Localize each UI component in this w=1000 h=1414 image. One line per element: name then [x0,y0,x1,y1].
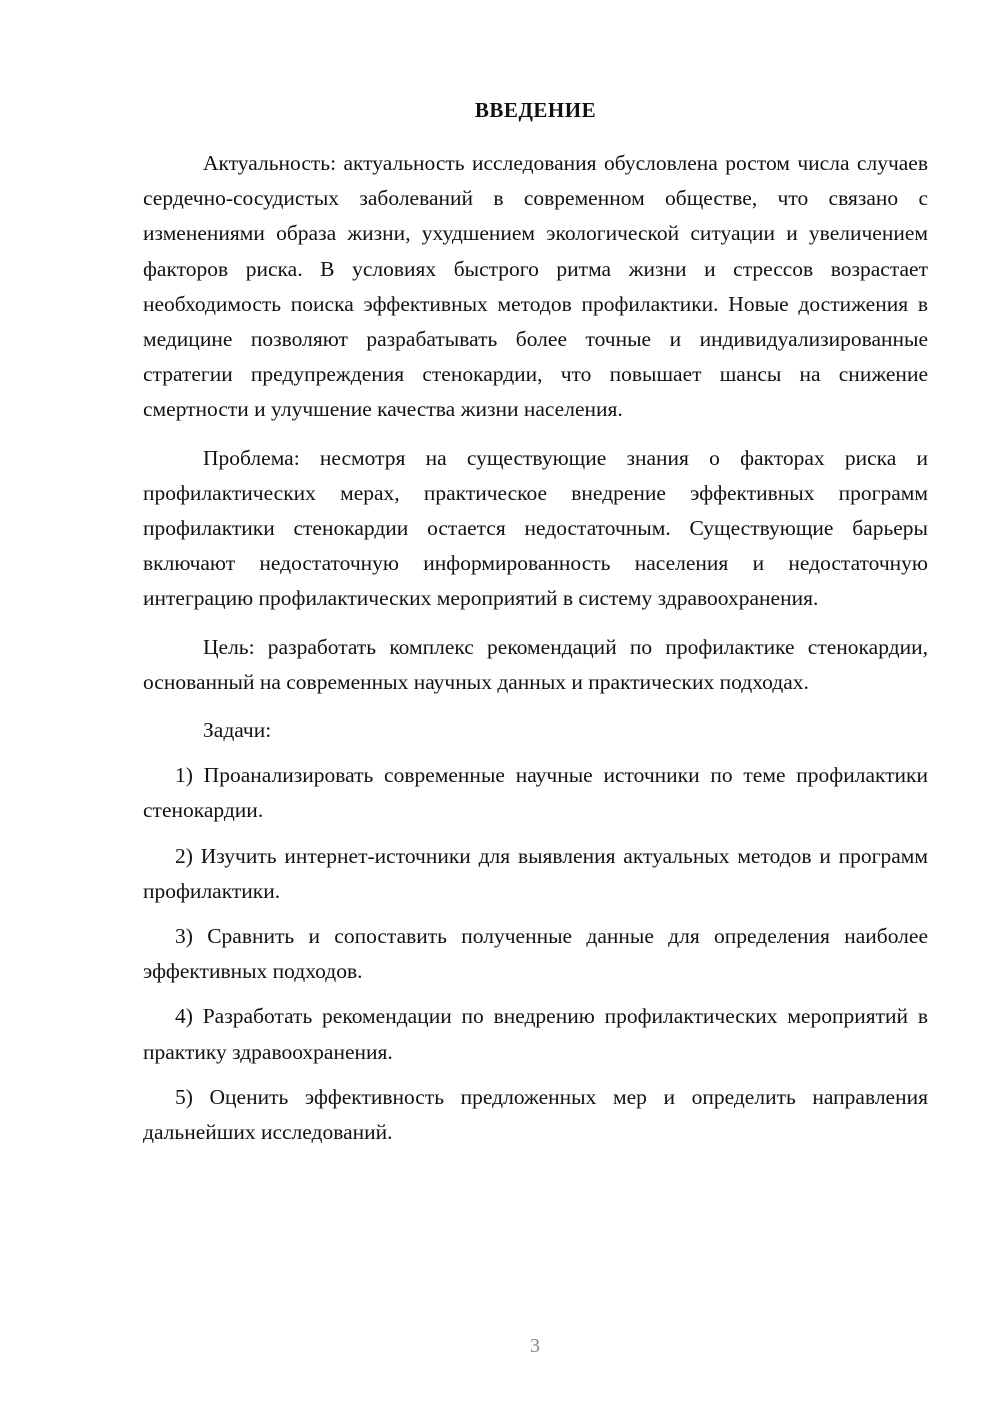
task-item-1: 1) Проанализировать современные научные источники по теме профилактики стенокардии. [143,763,928,823]
paragraph-problem: Проблема: несмотря на существующие знания о факторах риска и профилактических мерах, практическое внедрение эффективных программ профилактики стенокардии остается недостаточным. Существующие барьеры включают недостаточную информированность населения и недостаточную интеграцию профилактических мероприятий в систему здравоохранения. [143,445,928,611]
task-item-4: 4) Разработать рекомендации по внедрению профилактических мероприятий в практику здравоохранения. [143,1004,928,1064]
page-content [143,96,928,1160]
task-item-5: 5) Оценить эффективность предложенных мер и определить направления дальнейших исследований. [143,1084,928,1145]
task-item-2: 2) Изучить интернет-источники для выявления актуальных методов и программ профилактики. [143,843,928,903]
page-number: 3 [530,1335,540,1357]
task-item-3: 3) Сравнить и сопоставить полученные данные для определения наиболее эффективных подходов. [143,924,928,984]
paragraph-goal: Цель: разработать комплекс рекомендаций по профилактике стенокардии, основанный на современных научных данных и практических подходах. [143,634,928,694]
paragraph-relevance: Актуальность: актуальность исследования обусловлена ростом числа случаев сердечно-сосудистых заболеваний в современном обществе, что связано с изменениями образа жизни, ухудшением экологической ситуации и увеличением факторов риска. В условиях быстрого ритма жизни и стрессов возрастает необходимость поиска эффективных методов профилактики. Новые достижения в медицине позволяют разрабатывать более точные и индивидуализированные стратегии предупреждения стенокардии, что повышает шансы на снижение смертности и улучшение качества жизни населения. [143,151,928,422]
page-title: ВВЕДЕНИЕ [474,98,597,122]
task-list [143,758,928,1150]
tasks-heading: Задачи: [203,718,272,743]
